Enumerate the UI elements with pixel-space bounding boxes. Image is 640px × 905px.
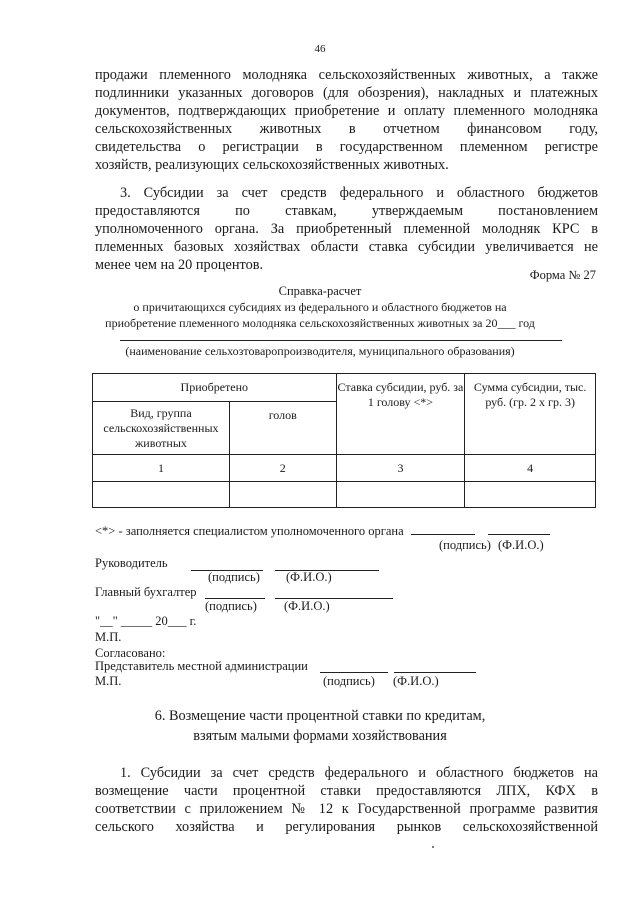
accountant-sign-caption: (подпись)	[205, 599, 257, 613]
head-fio-caption: (Ф.И.О.)	[286, 570, 332, 584]
form-title: Справка-расчет	[278, 284, 362, 298]
text-line: сельского хозяйства и регулирования рынков сельскохозяйственной	[95, 819, 598, 835]
form-number: Форма № 27	[529, 268, 596, 282]
paragraph-subsidy-rates	[95, 184, 598, 274]
admin-sign-caption: (подпись)	[323, 674, 375, 688]
head-sign-caption: (подпись)	[208, 570, 260, 584]
text-line: хозяйств, реализующих сельскохозяйственных животных.	[95, 157, 449, 173]
text-line: свидетельства о регистрации в государственном племенном регистре	[95, 139, 598, 155]
admin-signature-line	[320, 672, 388, 673]
accountant-label: Главный бухгалтер	[95, 585, 197, 599]
header-acquired: Приобретено	[93, 374, 337, 402]
footnote-sign-caption: (подпись)	[439, 538, 491, 552]
footnote-fio-caption: (Ф.И.О.)	[498, 538, 544, 552]
table-cell	[93, 482, 230, 508]
stamp-place: М.П.	[95, 674, 122, 688]
admin-fio-caption: (Ф.И.О.)	[393, 674, 439, 688]
text-line: документов, подтверждающих приобретение и оплату племенного молодняка	[95, 103, 598, 119]
header-rate: Ставка субсидии, руб. за 1 голову <*>	[336, 374, 465, 455]
signature-line	[411, 522, 475, 535]
name-line	[488, 522, 550, 535]
text-line: 1. Субсидии за счет средств федерального и областного бюджетов на	[120, 765, 598, 781]
section-title: взятым малыми формами хозяйствования	[193, 728, 447, 744]
header-type-group: Вид, группа сельскохозяйственных животных	[93, 402, 230, 455]
footnote-text: <*> - заполняется специалистом уполномоченного органа	[95, 524, 404, 538]
text-line: подлинники указанных договоров (для обозрения), накладных и платежных	[95, 85, 598, 101]
producer-caption: (наименование сельхозтоваропроизводителя, муниципального образования)	[125, 344, 515, 358]
paragraph-documents	[95, 66, 598, 174]
paragraph-interest-subsidy	[95, 764, 598, 836]
table-cell	[465, 482, 596, 508]
agreed-label: Согласовано:	[95, 646, 166, 660]
form-subtitle: о причитающихся субсидиях из федерального и областного бюджетов на	[133, 300, 507, 314]
text-line: племенных базовых хозяйствах области ставка субсидии увеличивается не	[95, 239, 598, 255]
footnote	[95, 522, 550, 539]
column-number: 4	[465, 455, 596, 482]
date-line: "__" _____ 20___ г.	[95, 614, 197, 628]
scan-speck	[432, 846, 434, 848]
accountant-fio-caption: (Ф.И.О.)	[284, 599, 330, 613]
page-number: 46	[314, 43, 326, 55]
text-line: соответствии с приложением № 12 к Государственной программе развития	[95, 801, 598, 817]
column-number: 3	[336, 455, 465, 482]
section-title: 6. Возмещение части процентной ставки по кредитам,	[154, 708, 486, 724]
calculation-table	[92, 373, 596, 508]
header-sum: Сумма субсидии, тыс. руб. (гр. 2 x гр. 3)	[465, 374, 596, 455]
text-line: предоставляются по ставкам, утверждаемым постановлением	[95, 203, 598, 219]
text-line: 3. Субсидии за счет средств федерального и областного бюджетов	[120, 185, 598, 201]
column-number: 2	[229, 455, 336, 482]
text-line: менее чем на 20 процентов.	[95, 257, 264, 273]
head-label: Руководитель	[95, 556, 168, 570]
producer-name-line	[120, 340, 562, 341]
admin-name-line	[394, 672, 476, 673]
text-line: возмещение части процентной ставки предоставляются ЛПХ, КФХ в	[95, 783, 598, 799]
table-cell	[229, 482, 336, 508]
text-line: уполномоченного органа. За приобретенный племенной молодняк КРС в	[95, 221, 598, 237]
column-number: 1	[93, 455, 230, 482]
local-admin-label: Представитель местной администрации	[95, 659, 308, 673]
header-heads: голов	[229, 402, 336, 455]
text-line: сельскохозяйственных животных в отчетном финансовом году,	[95, 121, 598, 137]
table-cell	[336, 482, 465, 508]
form-subtitle: приобретение племенного молодняка сельскохозяйственных животных за 20___ год	[105, 316, 535, 330]
text-line: продажи племенного молодняка сельскохозяйственных животных, а также	[95, 67, 598, 83]
stamp-place: М.П.	[95, 630, 122, 644]
